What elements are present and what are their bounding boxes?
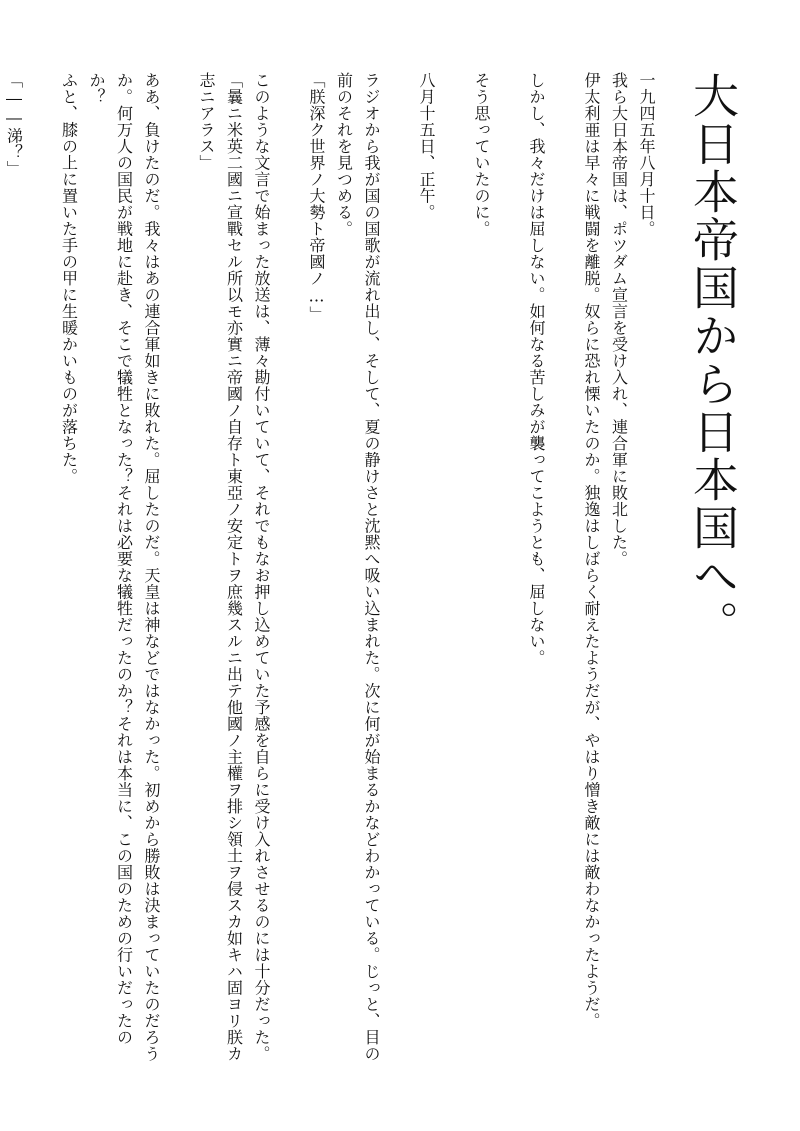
paragraph-line: ラジオから我が国の国歌が流れ出し、そして、夏の静けさと沈黙へ吸い込まれた。次に何が始まるかなどわかっている。じっと、目の前のそれを見つめる。 — [334, 72, 381, 1062]
paragraph-line: ふと、膝の上に置いた手の甲に生暖かいものが落ちた。 — [59, 72, 79, 485]
paragraph-line: ああ、負けたのだ。我々はあの連合軍如きに敗れた。屈したのだ。天皇は神などではなかった。初めから勝敗は決まっていたのだろうか。何万人の国民が戦地に赴き、そこで犠牲となった？それは必要な犠牲だったのか？それは本当に、この国のための行いだったのか？ — [87, 72, 161, 1062]
paragraph-line: 八月十五日、正午。 — [417, 72, 436, 221]
quote-line: 「朕深ク世界ノ大勢ト帝國ノ…」 — [307, 72, 326, 323]
paragraph-line: そう思っていたのに。 — [472, 72, 491, 237]
paragraph-line: 伊太利亜は早々に戦闘を離脱。奴らに恐れ慄いたのか。独逸はしばらく耐えたようだが、やはり憎き敵には敵わなかったようだ。 — [582, 72, 601, 1029]
paragraph-line: 我ら大日本帝国は、ポツダム宣言を受け入れ、連合軍に敗北した。 — [609, 72, 629, 567]
paragraph-line: しかし、我々だけは屈しない。如何なる苦しみが襲ってこようとも、屈しない。 — [527, 72, 546, 666]
page-title: 大日本帝国から日本国へ。 — [686, 72, 740, 648]
quote-line: 「曩ニ米英二國ニ宣戰セル所以モ亦實ニ帝國ノ自存ト東亞ノ安定トヲ庶幾スルニ出テ他國ノ主權ヲ排シ領土ヲ侵スカ如キハ固ヨリ朕カ志ニアラス」 — [197, 72, 244, 1062]
paragraph-line: 一九四五年八月十日。 — [637, 72, 656, 237]
paragraph-line: このような文言で始まった放送は、薄々勘付いていて、それでもなお押し込めていた予感を自らに受け入れさせるのには十分だった。 — [252, 72, 271, 1062]
dialogue-line: 「――涕？」 — [4, 72, 24, 177]
vertical-text-block — [0, 72, 742, 1072]
